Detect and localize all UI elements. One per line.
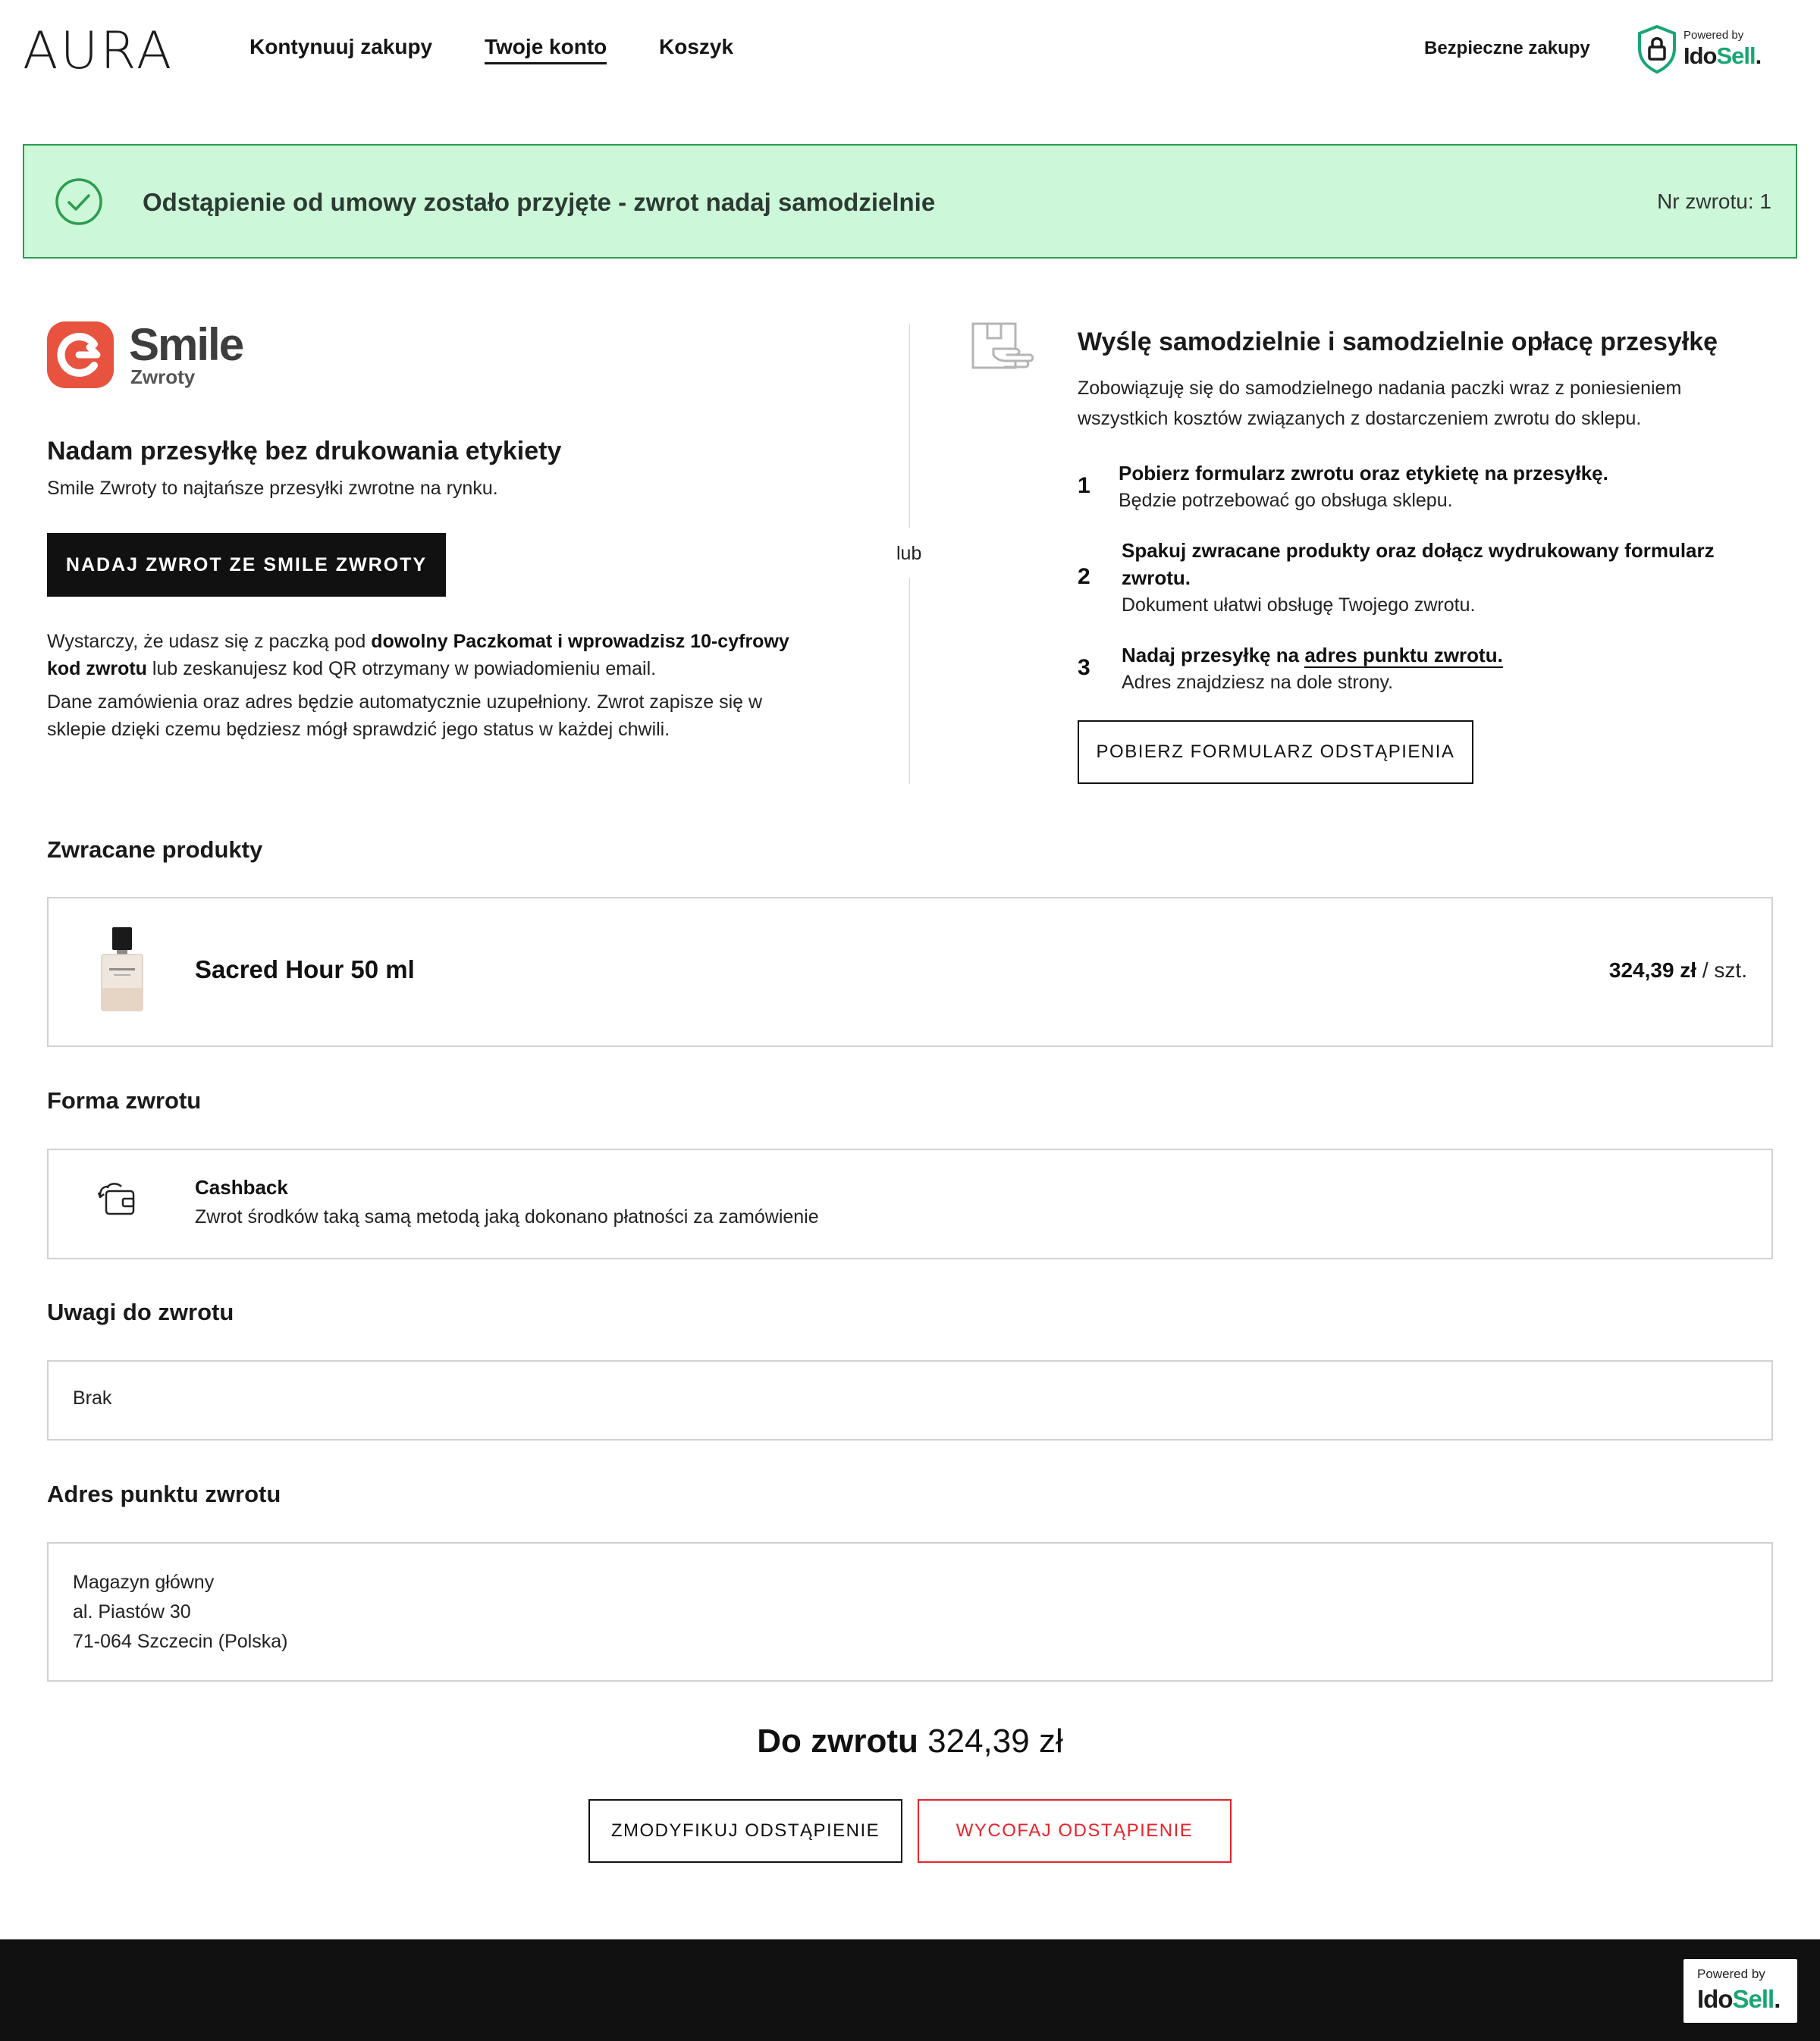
divider-or-label: lub	[896, 543, 922, 564]
idosell-badge[interactable]	[1636, 23, 1765, 76]
self-ship-description: Zobowiązuję się do samodzielnego nadania paczki wraz z poniesieniem wszystkich kosztów związanych z dostarczeniem zwrotu do sklepu.	[1078, 378, 1682, 429]
refund-method-desc: Zwrot środków taką samą metodą jaką dokonano płatności za zamówienie	[195, 1206, 819, 1227]
success-message: Odstąpienie od umowy zostało przyjęte - zwrot nadaj samodzielnie	[143, 188, 936, 216]
refund-method-title: Forma zwrotu	[47, 1087, 202, 1114]
divider-line-bottom	[909, 578, 910, 784]
step-number: 2	[1078, 564, 1090, 589]
smile-description-2: Dane zamówienia oraz adres będzie automatycznie uzupełniony. Zwrot zapisze się w sklepie dzięki czemu będziesz mógł sprawdzić jego status w każdej chwili.	[47, 691, 763, 740]
package-hand-icon	[971, 321, 1034, 373]
download-form-button[interactable]: POBIERZ FORMULARZ ODSTĄPIENIA	[1078, 720, 1473, 784]
secure-shopping-label: Bezpieczne zakupy	[1424, 38, 1590, 58]
return-number: Nr zwrotu: 1	[1657, 190, 1771, 213]
refund-total-amount: 324,39 zł	[927, 1723, 1063, 1760]
smile-logo-icon	[47, 321, 114, 388]
footer-badge-powered-by: Powered by	[1697, 1967, 1765, 1981]
footer-idosell-badge[interactable]	[1684, 1959, 1797, 2023]
shop-logo[interactable]: AURA	[23, 21, 174, 81]
step-subtitle: Będzie potrzebować go obsługa sklepu.	[1119, 490, 1453, 511]
check-circle-icon	[55, 177, 103, 226]
refund-method-card	[47, 1149, 1773, 1259]
address-line: al. Piastów 30	[73, 1601, 191, 1622]
address-line: 71-064 Szczecin (Polska)	[73, 1631, 288, 1652]
product-name: Sacred Hour 50 ml	[195, 955, 415, 983]
badge-brand: IdoSell.	[1684, 42, 1762, 69]
step-number: 1	[1078, 473, 1090, 498]
smile-tagline: Smile Zwroty to najtańsze przesyłki zwrotne na rynku.	[47, 478, 498, 499]
notes-value: Brak	[73, 1387, 112, 1409]
wallet-refresh-icon	[97, 1180, 140, 1220]
refund-total	[0, 1723, 1820, 1760]
step-subtitle: Adres znajdziesz na dole strony.	[1122, 672, 1394, 693]
nav-account[interactable]: Twoje konto	[485, 35, 607, 64]
products-section-title: Zwracane produkty	[47, 836, 263, 863]
nav-continue-shopping[interactable]: Kontynuuj zakupy	[249, 35, 433, 58]
step-number: 3	[1078, 655, 1090, 680]
smile-return-button[interactable]: NADAJ ZWROT ZE SMILE ZWROTY	[47, 533, 446, 597]
address-card	[47, 1542, 1773, 1682]
step-title: Pobierz formularz zwrotu oraz etykietę na przesyłkę.	[1119, 462, 1608, 484]
step-title: Nadaj przesyłkę na adres punktu zwrotu.	[1122, 644, 1503, 666]
nav-cart[interactable]: Koszyk	[659, 35, 734, 58]
smile-description: Wystarczy, że udasz się z paczką pod dowolny Paczkomat i wprowadzisz 10-cyfrowy kod zwrotu lub zeskanujesz kod QR otrzymany w powiadomieniu email.	[47, 631, 789, 679]
product-image	[97, 924, 147, 1015]
smile-logo-word: Smile	[129, 319, 243, 370]
footer	[0, 1939, 1820, 2041]
return-address-link[interactable]: adres punktu zwrotu.	[1304, 644, 1503, 666]
shield-lock-icon	[1636, 24, 1677, 74]
divider-line-top	[909, 324, 910, 528]
product-price: 324,39 zł / szt.	[1608, 958, 1747, 982]
footer-badge-brand: IdoSell.	[1697, 1985, 1781, 2013]
notes-card	[47, 1360, 1773, 1441]
notes-title: Uwagi do zwrotu	[47, 1299, 234, 1325]
address-title: Adres punktu zwrotu	[47, 1481, 281, 1507]
badge-powered-by: Powered by	[1684, 29, 1744, 42]
address-line: Magazyn główny	[73, 1572, 215, 1593]
step-subtitle: Dokument ułatwi obsługę Twojego zwrotu.	[1122, 594, 1476, 616]
refund-total-label: Do zwrotu	[757, 1723, 918, 1760]
smile-logo-sub: Zwroty	[130, 365, 196, 388]
smile-heading: Nadam przesyłkę bez drukowania etykiety	[47, 437, 562, 466]
refund-method-name: Cashback	[195, 1176, 288, 1199]
self-ship-heading: Wyślę samodzielnie i samodzielnie opłacę przesyłkę	[1078, 328, 1718, 356]
cancel-withdrawal-button[interactable]: WYCOFAJ ODSTĄPIENIE	[918, 1799, 1232, 1863]
product-card	[47, 897, 1773, 1047]
address-block	[73, 1568, 287, 1657]
step-title: Spakuj zwracane produkty oraz dołącz wydrukowany formularz zwrotu.	[1122, 539, 1715, 589]
modify-withdrawal-button[interactable]: ZMODYFIKUJ ODSTĄPIENIE	[588, 1799, 902, 1863]
success-banner	[23, 144, 1797, 259]
